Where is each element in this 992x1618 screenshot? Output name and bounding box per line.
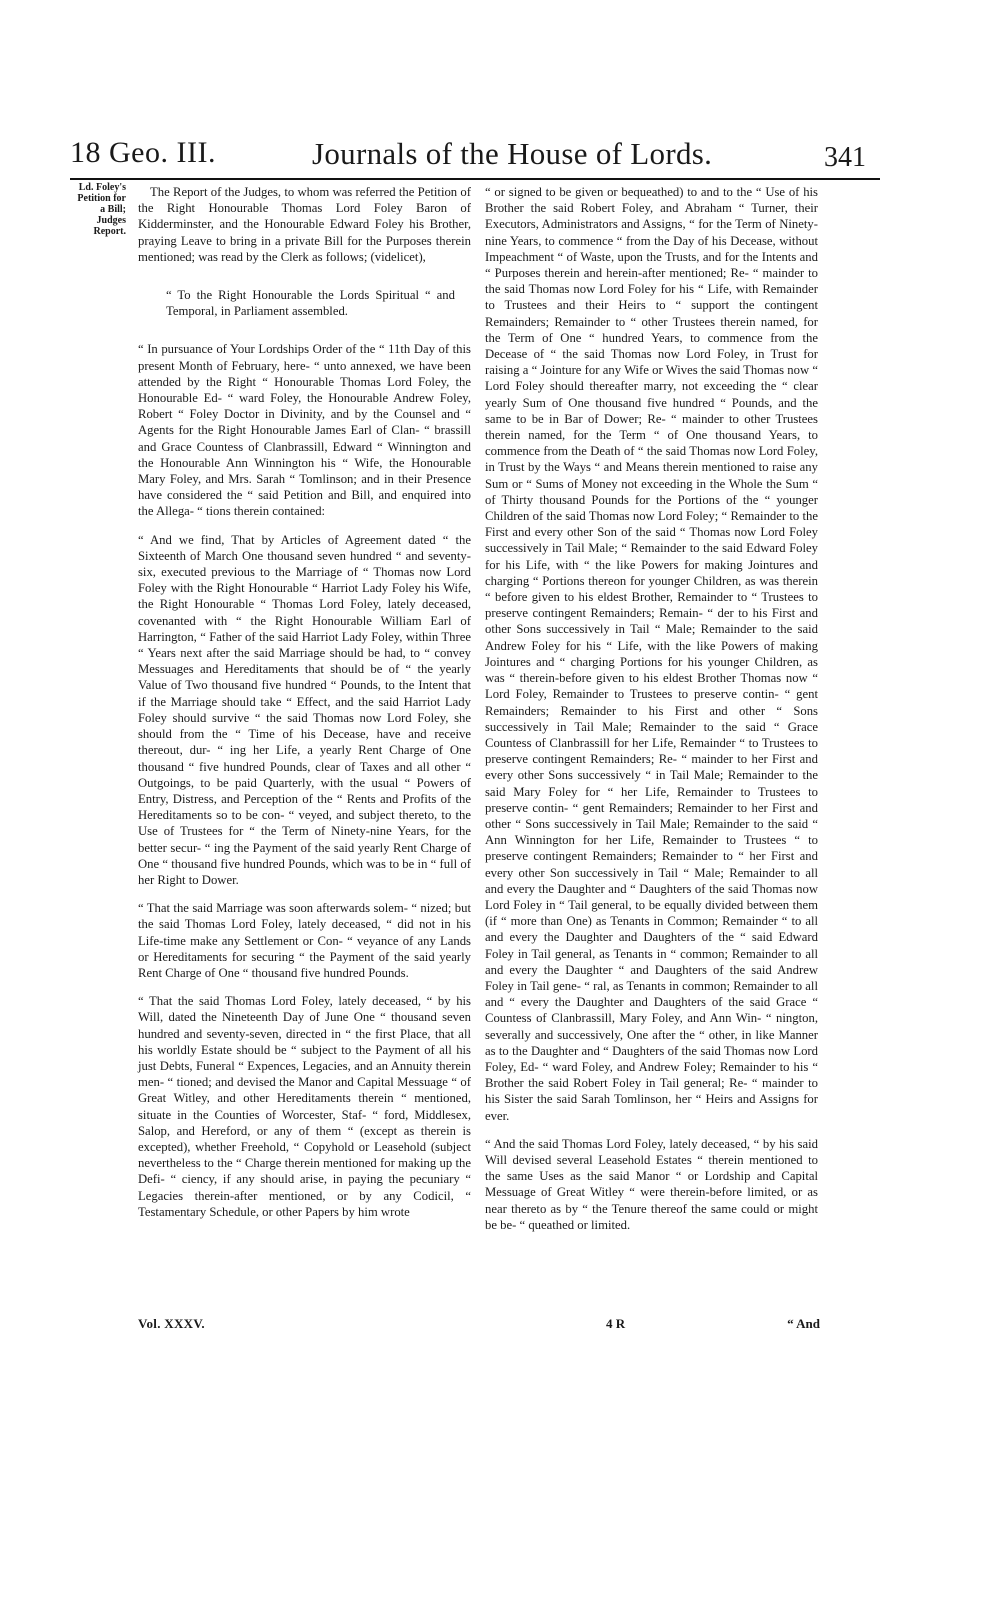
- paragraph-leasehold: “ And the said Thomas Lord Foley, lately deceased, “ by his said Will devised several Leasehold Estates “ therein mentioned to the same Uses as the said Manor “ or Lordship and Capital Messuage of Great Witley “ were therein-before limited, or as near thereto as by “ the Tenure thereof the same could or might be be- “ queathed or limited.: [485, 1136, 818, 1232]
- page-footer: [138, 1316, 820, 1336]
- address-line: “ To the Right Honourable the Lords Spiritual “ and Temporal, in Parliament assembled.: [166, 288, 455, 319]
- running-title: Journals of the House of Lords.: [312, 136, 713, 171]
- page-header: [70, 136, 880, 180]
- catchword: “ And: [787, 1316, 820, 1331]
- report-intro: The Report of the Judges, to whom was referred the Petition of the Right Honourable Thomas Lord Foley Baron of Kidderminster, and the Honourable Edward Foley his Brother, praying Leave to bring in a private Bill for the Purposes therein mentioned; was read by the Clerk as follows; (videlicet),: [138, 185, 471, 264]
- right-column: [485, 184, 818, 1233]
- paragraph-marriage: “ That the said Marriage was soon afterwards solem- “ nized; but the said Thomas Lord Foley, lately deceased, “ did not in his Life-time make any Settlement or Con- “ veyance of any Lands or Hereditaments for securing “ the Payment of the said yearly Rent Charge of One “ thousand five hundred Pounds.: [138, 901, 471, 980]
- regnal-year: 18 Geo. III.: [70, 136, 216, 169]
- left-column: [138, 184, 471, 1220]
- marginal-note: Ld. Foley's Petition for a Bill; Judges Report.: [77, 182, 126, 237]
- paragraph-remainders: “ or signed to be given or bequeathed) to and to the “ Use of his Brother the said Robert Foley, and Abraham “ Turner, their Executors, Administrators and Assigns, “ for the Term of Ninety-nine Years, to commence “ from the Day of his Decease, without Impeachment “ of Waste, upon the Trusts, and for the Intents and “ Purposes therein and herein-after mentioned; Re- “ mainder to the said Thomas now Lord Foley for his “ Life, with Remainder to Trustees and their Heirs to “ support the contingent Remainders; Remainder to “ other Trustees therein named, for the Term of One “ hundred Years, to commence from the Decease of “ the said Thomas now Lord Foley, in Trust for raising a “ Jointure for any Wife or Wives the said Thomas now “ Lord Foley should thereafter marry, not exceeding the “ clear yearly Sum of One thousand five hundred “ Pounds, and the same to be in Bar of Dower; Re- “ mainder to other Trustees therein named, for the Term “ of One thousand Years, to commence from the Death of “ the said Thomas now Lord Foley, in Trust by the Ways “ and Means therein mentioned to raise any Sum or “ Sums of Money not exceeding in the Whole the Sum “ of Thirty thousand Pounds for the Portions of the “ younger Children of the said Thomas now Lord Foley; “ Remainder to the First and every other Son of the said “ Thomas now Lord Foley successively in Tail Male; “ Remainder to the said Edward Foley for his Life, with “ the like Powers for making Jointures and charging “ Portions thereon for younger Children, as was therein “ before given to his eldest Brother, Remainder to “ Trustees to preserve contingent Remainders; Remain- “ der to his First and other Sons successively in Tail “ Male; Remainder to the said Andrew Foley for his “ Life, with the like Powers of making Jointures and “ charging Portions for his younger Children, as was “ therein-before given to his eldest Brother Thomas now “ Lord Foley, Remainder to Trustees to preserve contin- “ gent Remainders; Remainder to his First and other “ Sons successively in Tail Male; Remainder to the said “ Grace Countess of Clanbrassill for her Life, Remainder “ to Trustees to preserve contingent Remainders; Re- “ mainder to her First and every other Sons successively “ in Tail Male; Remainder to the said Mary Foley for “ her Life, Remainder to Trustees to preserve contin- “ gent Remainders; Remainder to her First and other “ Sons successively in Tail Male; Remainder to the said “ Ann Winnington for her Life, Remainder to Trustees “ to preserve contingent Remainders; Remainder to “ her First and every other Son successively in Tail “ Male; Remainder to all and every the Daughter and “ Daughters of the said Thomas now Lord Foley in “ Tail general, to be equally divided between them (if “ more than One) as Tenants in Common; Remainder “ to all and every the Daughter and Daughters of the “ said Edward Foley in Tail general, as Tenants in “ common; Remainder to all and every the Daughter “ and Daughters of the said Andrew Foley in Tail gene- “ ral, as Tenants in common; Remainder to all and “ every the Daughter and Daughters of the said Grace “ Countess of Clanbrassill, Mary Foley, and Ann Win- “ nington, severally and successively, One after the “ other, in like Manner as to the Daughter and “ Daughters of the said Thomas now Lord Foley, Ed- “ ward Foley, and Andrew Foley; Remainder to his “ Brother the said Robert Foley in Tail general; Re- “ mainder to his Sister the said Sarah Tomlinson, her “ Heirs and Assigns for ever.: [485, 185, 818, 1123]
- paragraph-will: “ That the said Thomas Lord Foley, lately deceased, “ by his Will, dated the Nineteenth Day of June One “ thousand seven hundred and seventy-seven, directed in “ the first Place, that all his worldly Estate should be “ subject to the Payment of all his just Debts, Funeral “ Expences, Legacies, and an Annuity therein men- “ tioned; and devised the Manor and Capital Messuage “ of Great Witley, and other Hereditaments therein “ mentioned, situate in the Counties of Worcester, Staf- “ ford, Middlesex, Salop, and Hereford, or any of them “ (except as therein is excepted), whether Freehold, “ Copyhold or Leasehold (subject nevertheless to the “ Charge therein mentioned for making up the Defi- “ ciency, if any should arise, in paying the pecuniary “ Legacies therein-after mentioned, or by any Codicil, “ Testamentary Schedule, or other Papers by him wrote: [138, 994, 471, 1219]
- paragraph-articles: “ And we find, That by Articles of Agreement dated “ the Sixteenth of March One thousand seven hundred “ and seventy-six, executed previous to the Marriage of “ Thomas now Lord Foley with the Right Honourable “ Harriot Lady Foley his Wife, the Right Honourable “ Thomas Lord Foley, lately deceased, covenanted with “ the Right Honourable William Earl of Harrington, “ Father of the said Harriot Lady Foley, within Three “ Years next after the said Marriage should be had, to “ convey Messuages and Hereditaments that should be of “ the yearly Value of Two thousand five hundred “ Pounds, to the Intent that if the Marriage should take “ Effect, and the said Harriot Lady Foley should survive “ the said Thomas now Lord Foley, she should from the “ Time of his Decease, have and receive thereout, dur- “ ing her Life, a yearly Rent Charge of One thousand “ five hundred Pounds, clear of Taxes and all other “ Outgoings, to be paid Quarterly, with the usual “ Powers of Entry, Distress, and Perception of the “ Rents and Profits of the Hereditaments so to be con- “ veyed, and subject thereto, to the Use of Trustees for “ the Term of Ninety-nine Years, for the better secur- “ ing the Payment of the said yearly Rent Charge of One “ thousand five hundred Pounds, which was to be in “ full of her Right to Dower.: [138, 532, 471, 887]
- signature-mark: 4 R: [606, 1316, 626, 1331]
- volume-label: Vol. XXXV.: [138, 1316, 205, 1331]
- paragraph-pursuance: “ In pursuance of Your Lordships Order of the “ 11th Day of this present Month of February, here- “ unto annexed, we have been attended by the Right “ Honourable Thomas Lord Foley, the Honourable Ed- “ ward Foley, the Honourable Andrew Foley, Robert “ Foley Doctor in Divinity, and by the Counsel and “ Agents for the Right Honourable James Earl of Clan- “ brassill and Grace Countess of Clanbrassill, Edward “ Winnington and the Honourable Ann Winnington his “ Wife, the Honourable Mary Foley, and Mrs. Sarah “ Tomlinson; and in their Presence have considered the “ said Petition and Bill, and enquired into the Allega- “ tions therein contained:: [138, 342, 471, 519]
- page-number: 341: [824, 142, 866, 173]
